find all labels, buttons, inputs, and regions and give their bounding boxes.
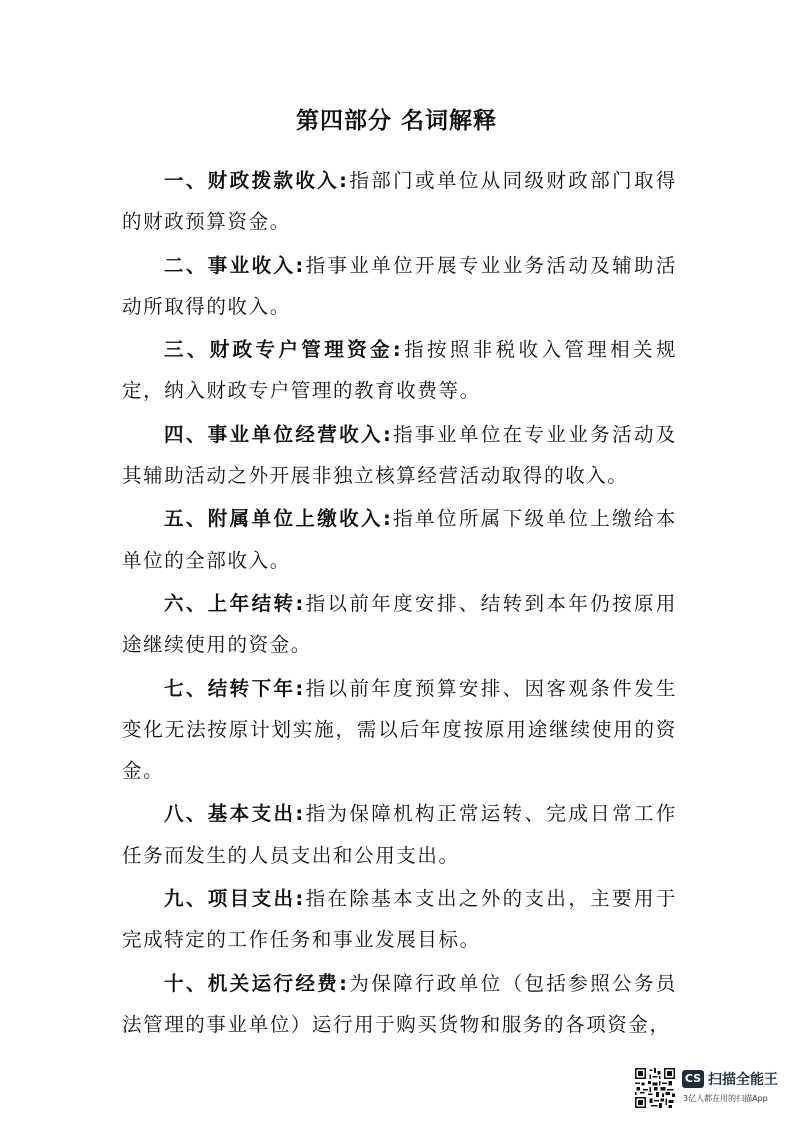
term-definition: 指以前年度安排、结转到本年仍按原用途继续使用的资金。: [122, 591, 678, 657]
term-name: 四、事业单位经营收入:: [164, 422, 393, 446]
term-name: 一、财政拨款收入:: [164, 169, 349, 192]
term-definition: 指事业单位在专业业务活动及其辅助活动之外开展非独立核算经营活动取得的收入。: [122, 422, 677, 488]
term-definition: 为保障行政单位（包括参照公务员法管理的事业单位）运行用于购买货物和服务的各项资金，: [122, 971, 677, 1036]
term-item: [122, 329, 677, 412]
term-name: 六、上年结转:: [164, 591, 305, 615]
brand-name: 扫描全能王: [708, 1072, 778, 1088]
term-definition: 指部门或单位从同级财政部门取得的财政预算资金。: [122, 169, 677, 234]
term-name: 二、事业收入:: [164, 253, 305, 277]
term-definition: 指单位所属下级单位上缴给本单位的全部收入。: [122, 507, 677, 572]
term-definition: 指在除基本支出之外的支出，主要用于完成特定的工作任务和事业发展目标。: [122, 887, 678, 952]
scanner-watermark: [635, 1068, 780, 1112]
term-item: [122, 963, 677, 1046]
term-name: 五、附属单位上缴收入:: [164, 507, 393, 531]
term-item: [122, 160, 677, 243]
term-list: [122, 160, 677, 1047]
term-name: 八、基本支出:: [164, 802, 305, 826]
term-name: 十、机关运行经费:: [164, 971, 349, 995]
term-item: [122, 793, 677, 876]
term-item: [122, 498, 677, 581]
brand-slogan: 3亿人都在用的扫描App: [683, 1094, 768, 1103]
term-definition: 指事业单位开展专业业务活动及辅助活动所取得的收入。: [122, 253, 678, 318]
term-item: [122, 878, 677, 961]
term-name: 七、结转下年:: [164, 676, 305, 700]
term-definition: 指以前年度预算安排、因客观条件发生变化无法按原计划实施，需以后年度按原用途继续使用的资金。: [122, 676, 678, 783]
term-name: 三、财政专户管理资金:: [164, 338, 403, 362]
term-item: [122, 583, 677, 666]
term-name: 九、项目支出:: [164, 887, 305, 911]
camscanner-logo-icon: CS: [682, 1070, 704, 1088]
qr-code-icon: [635, 1068, 675, 1108]
term-item: [122, 668, 677, 792]
page-title: 第四部分 名词解释: [295, 108, 497, 134]
term-item: [122, 245, 677, 328]
term-definition: 指按照非税收入管理相关规定，纳入财政专户管理的教育收费等。: [122, 338, 677, 403]
term-definition: 指为保障机构正常运转、完成日常工作任务而发生的人员支出和公用支出。: [122, 802, 678, 867]
term-item: [122, 414, 677, 497]
